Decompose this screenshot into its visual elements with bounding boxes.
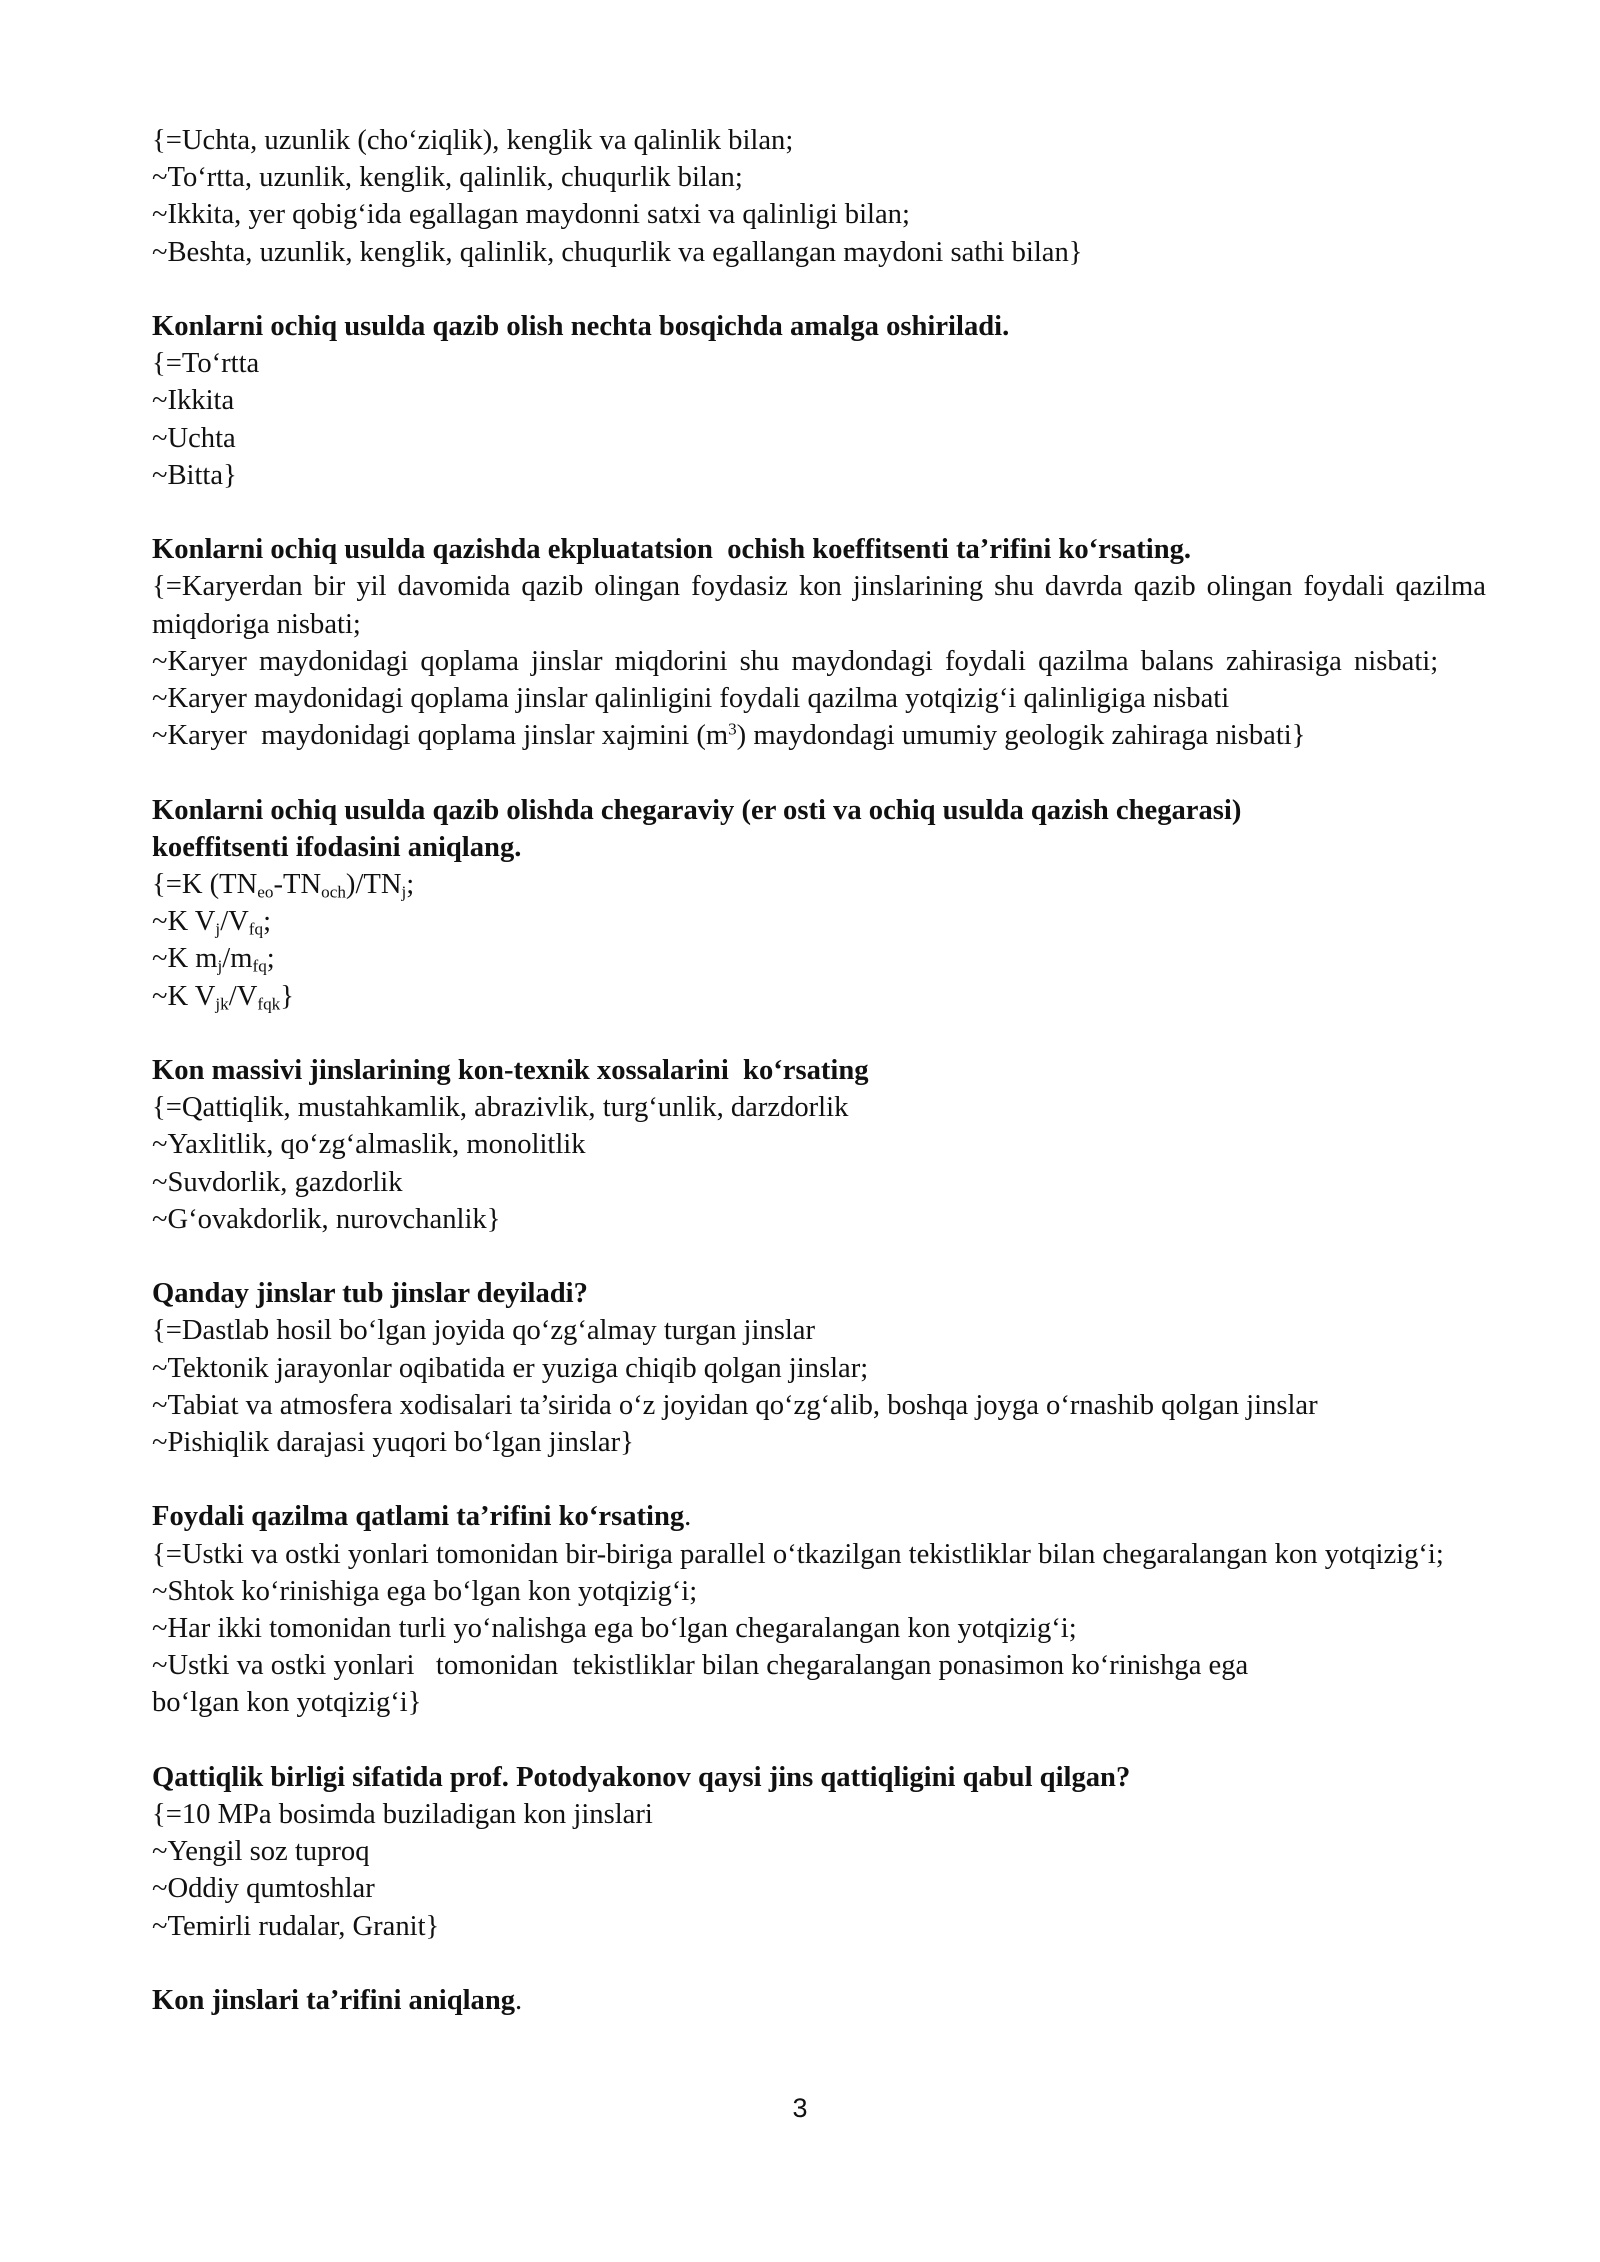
subscript: och — [321, 882, 346, 902]
page-number: 3 — [792, 2093, 808, 2123]
question-text: Konlarni ochiq usulda qazib olishda chegaraviy (er osti va ochiq usulda qazish chegarasi) — [152, 794, 1242, 826]
answer-option — [152, 903, 1486, 940]
question-block-stages — [152, 308, 1486, 494]
question-punctuation: . — [515, 1985, 523, 2017]
subscript: fq — [252, 956, 267, 976]
subscript: j — [215, 919, 221, 939]
question-block-rock-properties — [152, 1052, 1486, 1238]
subscript: jk — [215, 993, 229, 1013]
subscript: j — [217, 956, 223, 976]
formula-text: } — [280, 980, 294, 1012]
formula-text: ~K m — [152, 943, 218, 975]
answer-option: ~Ikkita, yer qobig‘ida egallagan maydonni satxi va qalinligi bilan; — [152, 199, 910, 231]
question-block-bedrock — [152, 1275, 1486, 1461]
question-text — [152, 1982, 1486, 2019]
subscript: j — [401, 882, 407, 902]
question-text: koeffitsenti ifodasini aniqlang. — [152, 831, 522, 863]
formula-text: ~K V — [152, 980, 216, 1012]
answer-correct: {=Uchta, uzunlik (cho‘ziqlik), kenglik va qalinlik bilan; — [152, 125, 794, 156]
answer-option: ~Uchta — [152, 422, 236, 454]
answer-option — [152, 978, 1486, 1015]
question-text: Qanday jinslar tub jinslar deyiladi? — [152, 1278, 588, 1310]
answer-correct: {=Ustki va ostki yonlari tomonidan bir-biriga parallel o‘tkazilgan tekistliklar bilan chegaralangan kon yotqizig‘i; — [152, 1538, 1444, 1570]
question-block-seam-definition — [152, 1498, 1486, 1721]
formula-text: {=K (TN — [152, 869, 258, 901]
answer-correct: {=Dastlab hosil bo‘lgan joyida qo‘zg‘almay turgan jinslar — [152, 1315, 816, 1347]
question-text: Qattiqlik birligi sifatida prof. Potodyakonov qaysi jins qattiqligini qabul qilgan? — [152, 1761, 1131, 1793]
question-block-hardness-unit — [152, 1759, 1486, 1945]
answer-option — [152, 940, 1486, 977]
answer-option: ~Shtok ko‘rinishiga ega bo‘lgan kon yotqizig‘i; — [152, 1575, 698, 1607]
answer-option: ~Har ikki tomonidan turli yo‘nalishga ega bo‘lgan chegaralangan kon yotqizig‘i; — [152, 1613, 1077, 1645]
formula-text: -TN — [273, 869, 322, 901]
question-block-rock-definition — [152, 1982, 1486, 2019]
question-bold: Foydali qazilma qatlami ta’rifini ko‘rsating — [152, 1501, 685, 1533]
question-text — [152, 1498, 1486, 1535]
answer-correct: {=To‘rtta — [152, 348, 260, 380]
answer-option: ~Yaxlitlik, qo‘zg‘almaslik, monolitlik — [152, 1129, 586, 1161]
answer-option: ~Tektonik jarayonlar oqibatida er yuziga chiqib qolgan jinslar; — [152, 1352, 869, 1384]
answer-option: ~Bitta} — [152, 459, 237, 491]
document-page — [152, 122, 1486, 2019]
question-text: Kon massivi jinslarining kon-texnik xossalarini ko‘rsating — [152, 1055, 869, 1087]
answer-correct: {=Qattiqlik, mustahkamlik, abrazivlik, turg‘unlik, darzdorlik — [152, 1092, 849, 1124]
answer-option — [152, 717, 1486, 754]
answer-option: ~To‘rtta, uzunlik, kenglik, qalinlik, chuqurlik bilan; — [152, 162, 743, 194]
answer-option: ~Karyer maydonidagi qoplama jinslar miqdorini shu maydondagi foydali qazilma balans zahirasiga nisbati; — [152, 645, 1439, 677]
answer-option: ~Oddiy qumtoshlar — [152, 1873, 375, 1905]
question-text: Konlarni ochiq usulda qazishda ekpluatatsion ochish koeffitsenti ta’rifini ko‘rsating. — [152, 534, 1192, 566]
formula-text: /V — [220, 906, 249, 938]
formula-text: ; — [263, 906, 272, 938]
answer-option: ~Karyer maydonidagi qoplama jinslar qalinligini foydali qazilma yotqizig‘i qalinligiga nisbati — [152, 683, 1230, 715]
question-block-stripping-ratio — [152, 531, 1486, 754]
question-punctuation: . — [684, 1501, 692, 1533]
answer-option: ~Temirli rudalar, Granit} — [152, 1910, 440, 1942]
answer-option: ~Ikkita — [152, 385, 235, 417]
answer-text: ~Karyer maydonidagi qoplama jinslar xajmini (m — [152, 720, 729, 752]
answer-option: ~G‘ovakdorlik, nurovchanlik} — [152, 1203, 501, 1235]
answer-option: ~Tabiat va atmosfera xodisalari ta’sirida o‘z joyidan qo‘zg‘alib, boshqa joyga o‘rnashib qolgan jinslar — [152, 1389, 1318, 1421]
formula-text: ~K V — [152, 906, 216, 938]
question-bold: Kon jinslari ta’rifini aniqlang — [152, 1985, 516, 2017]
answer-correct: {=Karyerdan bir yil davomida qazib olingan foydasiz kon jinslarining shu davrda qazib olingan foydali qazilma miqdoriga nisbati; — [152, 571, 1486, 640]
subscript: fq — [248, 919, 264, 939]
answer-text: ) maydondagi umumiy geologik zahiraga nisbati} — [736, 720, 1306, 752]
subscript: fqk — [257, 993, 281, 1013]
answer-correct: {=10 MPa bosimda buziladigan kon jinslari — [152, 1799, 653, 1831]
formula-text: )/TN — [345, 869, 402, 901]
answer-option: ~Yengil soz tuproq — [152, 1836, 370, 1868]
answer-option-continued: bo‘lgan kon yotqizig‘i} — [152, 1687, 422, 1719]
answer-option: ~Suvdorlik, gazdorlik — [152, 1166, 403, 1198]
superscript: 3 — [728, 719, 737, 739]
question-block-boundary-coefficient — [152, 792, 1486, 1015]
formula-text: ; — [266, 943, 275, 975]
formula-text: /m — [222, 943, 253, 975]
formula-text: ; — [406, 869, 415, 901]
subscript: eo — [257, 882, 274, 902]
question-block-dimensions — [152, 122, 1486, 271]
formula-text: /V — [228, 980, 258, 1012]
answer-option: ~Pishiqlik darajasi yuqori bo‘lgan jinslar} — [152, 1427, 634, 1459]
answer-option: ~Beshta, uzunlik, kenglik, qalinlik, chuqurlik va egallangan maydoni sathi bilan} — [152, 236, 1083, 268]
answer-correct — [152, 866, 1486, 903]
question-text: Konlarni ochiq usulda qazib olish nechta bosqichda amalga oshiriladi. — [152, 311, 1010, 342]
answer-option: ~Ustki va ostki yonlari tomonidan tekistliklar bilan chegaralangan ponasimon ko‘rinishga ega — [152, 1650, 1249, 1682]
